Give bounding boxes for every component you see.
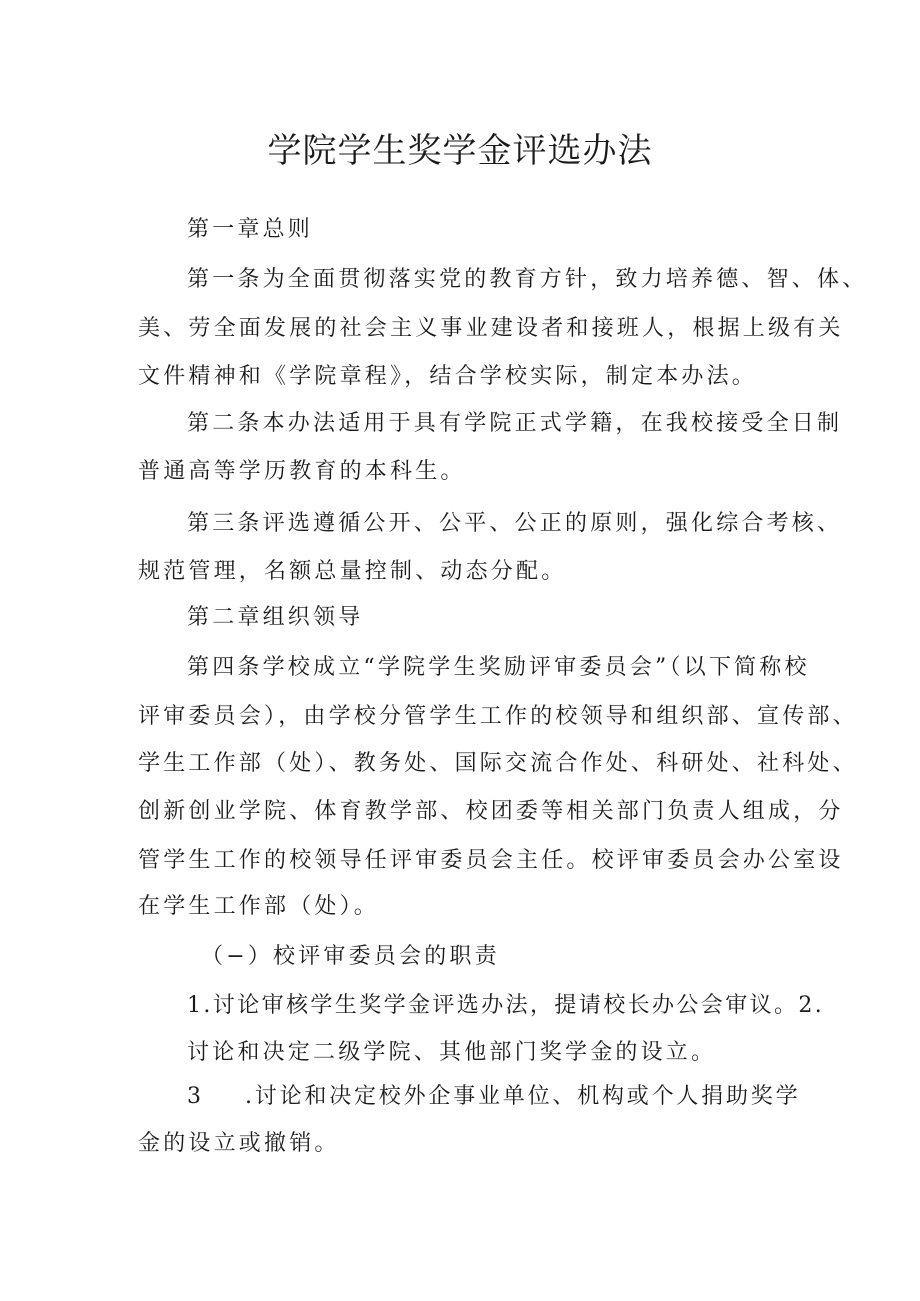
paragraph-line: 管学生工作的校领导任评审委员会主任。校评审委员会办公室设 (138, 848, 844, 873)
paragraph-line: 第三条评选遵循公开、公平、公正的原则，强化综合考核、 (187, 511, 843, 536)
paragraph-line: 第二条本办法适用于具有学院正式学籍，在我校接受全日制 (187, 411, 843, 436)
paragraph-line: 第四条学校成立“学院学生奖励评审委员会”（以下简称校 (187, 655, 810, 680)
chapter-heading: 第二章组织领导 (187, 605, 364, 630)
section-heading: （−）校评审委员会的职责 (201, 944, 500, 969)
paragraph-line: 评审委员会），由学校分管学生工作的校领导和组织部、宣传部、 (138, 704, 858, 729)
paragraph-line: 美、劳全面发展的社会主义事业建设者和接班人，根据上级有关 (138, 316, 844, 341)
paragraph-line: 规范管理，名额总量控制、动态分配。 (138, 559, 567, 584)
paragraph-line: 学生工作部（处）、教务处、国际交流合作处、科研处、社科处、 (138, 751, 858, 776)
paragraph-line: 文件精神和《学院章程》，结合学校实际，制定本办法。 (138, 364, 758, 389)
paragraph-line: 1.讨论审核学生奖学金评选办法，提请校长办公会审议。2. (187, 993, 825, 1018)
paragraph-line: 普通高等学历教育的本科生。 (138, 459, 466, 484)
paragraph-line: 讨论和决定二级学院、其他部门奖学金的设立。 (187, 1040, 717, 1065)
chapter-heading: 第一章总则 (187, 217, 314, 242)
paragraph-line: 第一条为全面贯彻落实党的教育方针，致力培养德、智、体、 (187, 267, 868, 292)
document-title: 学院学生奖学金评选办法 (267, 131, 653, 171)
paragraph-line: 创新创业学院、体育教学部、校团委等相关部门负责人组成，分 (138, 799, 844, 824)
paragraph-line: .讨论和决定校外企事业单位、机构或个人捐助奖学 (245, 1084, 801, 1109)
paragraph-line: 金的设立或撤销。 (138, 1131, 340, 1156)
list-number: 3 (187, 1084, 201, 1109)
paragraph-line: 在学生工作部（处）。 (138, 894, 380, 919)
